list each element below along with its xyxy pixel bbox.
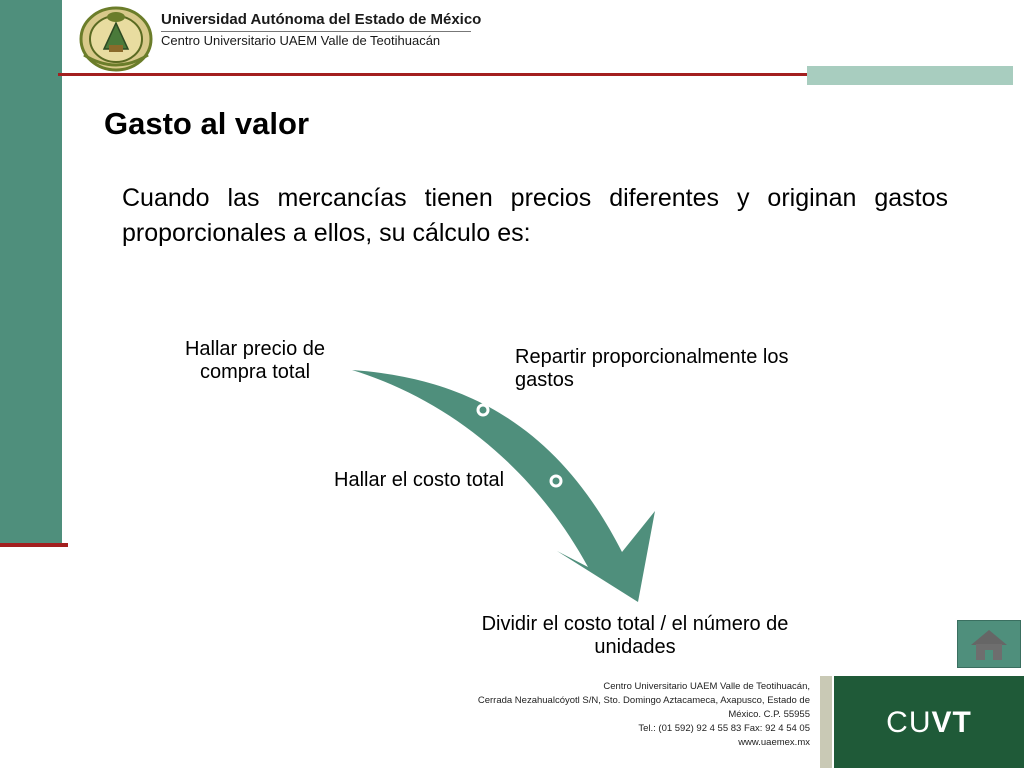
footer-website-link[interactable]: www.uaemex.mx: [738, 737, 810, 748]
step-label-3: Hallar el costo total: [334, 469, 505, 491]
footer-line-4: Tel.: (01 592) 92 4 55 83 Fax: 92 4 54 05: [638, 723, 810, 734]
home-button[interactable]: [957, 620, 1021, 668]
step-label-1: Hallar precio de compra total: [184, 338, 326, 383]
footer-divider: [820, 676, 832, 768]
slide-body-text: Cuando las mercancías tienen precios diferentes y originan gastos proporcionales a ellos, su cálculo es:: [122, 184, 948, 247]
brand-text-part1: CU: [886, 706, 932, 739]
footer-line-2: Cerrada Nezahualcóyotl S/N, Sto. Domingo Aztacameca, Axapusco, Estado de: [477, 695, 810, 706]
step-label-4: Dividir el costo total / el número de unidades: [481, 613, 789, 658]
footer-line-3: México. C.P. 55955: [728, 709, 810, 720]
process-node-1: [478, 405, 488, 415]
footer-line-1: Centro Universitario UAEM Valle de Teotihuacán,: [603, 681, 810, 692]
footer-contact: [470, 680, 810, 750]
campus-name: Centro Universitario UAEM Valle de Teotihuacán: [161, 33, 441, 48]
university-name: Universidad Autónoma del Estado de México: [161, 11, 482, 28]
home-icon: [958, 621, 1020, 667]
cuvt-logo: [834, 706, 1024, 740]
process-node-2: [551, 476, 561, 486]
step-label-2: Repartir proporcionalmente los gastos: [515, 346, 789, 391]
slide-title: Gasto al valor: [104, 106, 310, 141]
cuvt-brand-block: [834, 676, 1024, 768]
brand-text-part2: VT: [931, 706, 972, 739]
